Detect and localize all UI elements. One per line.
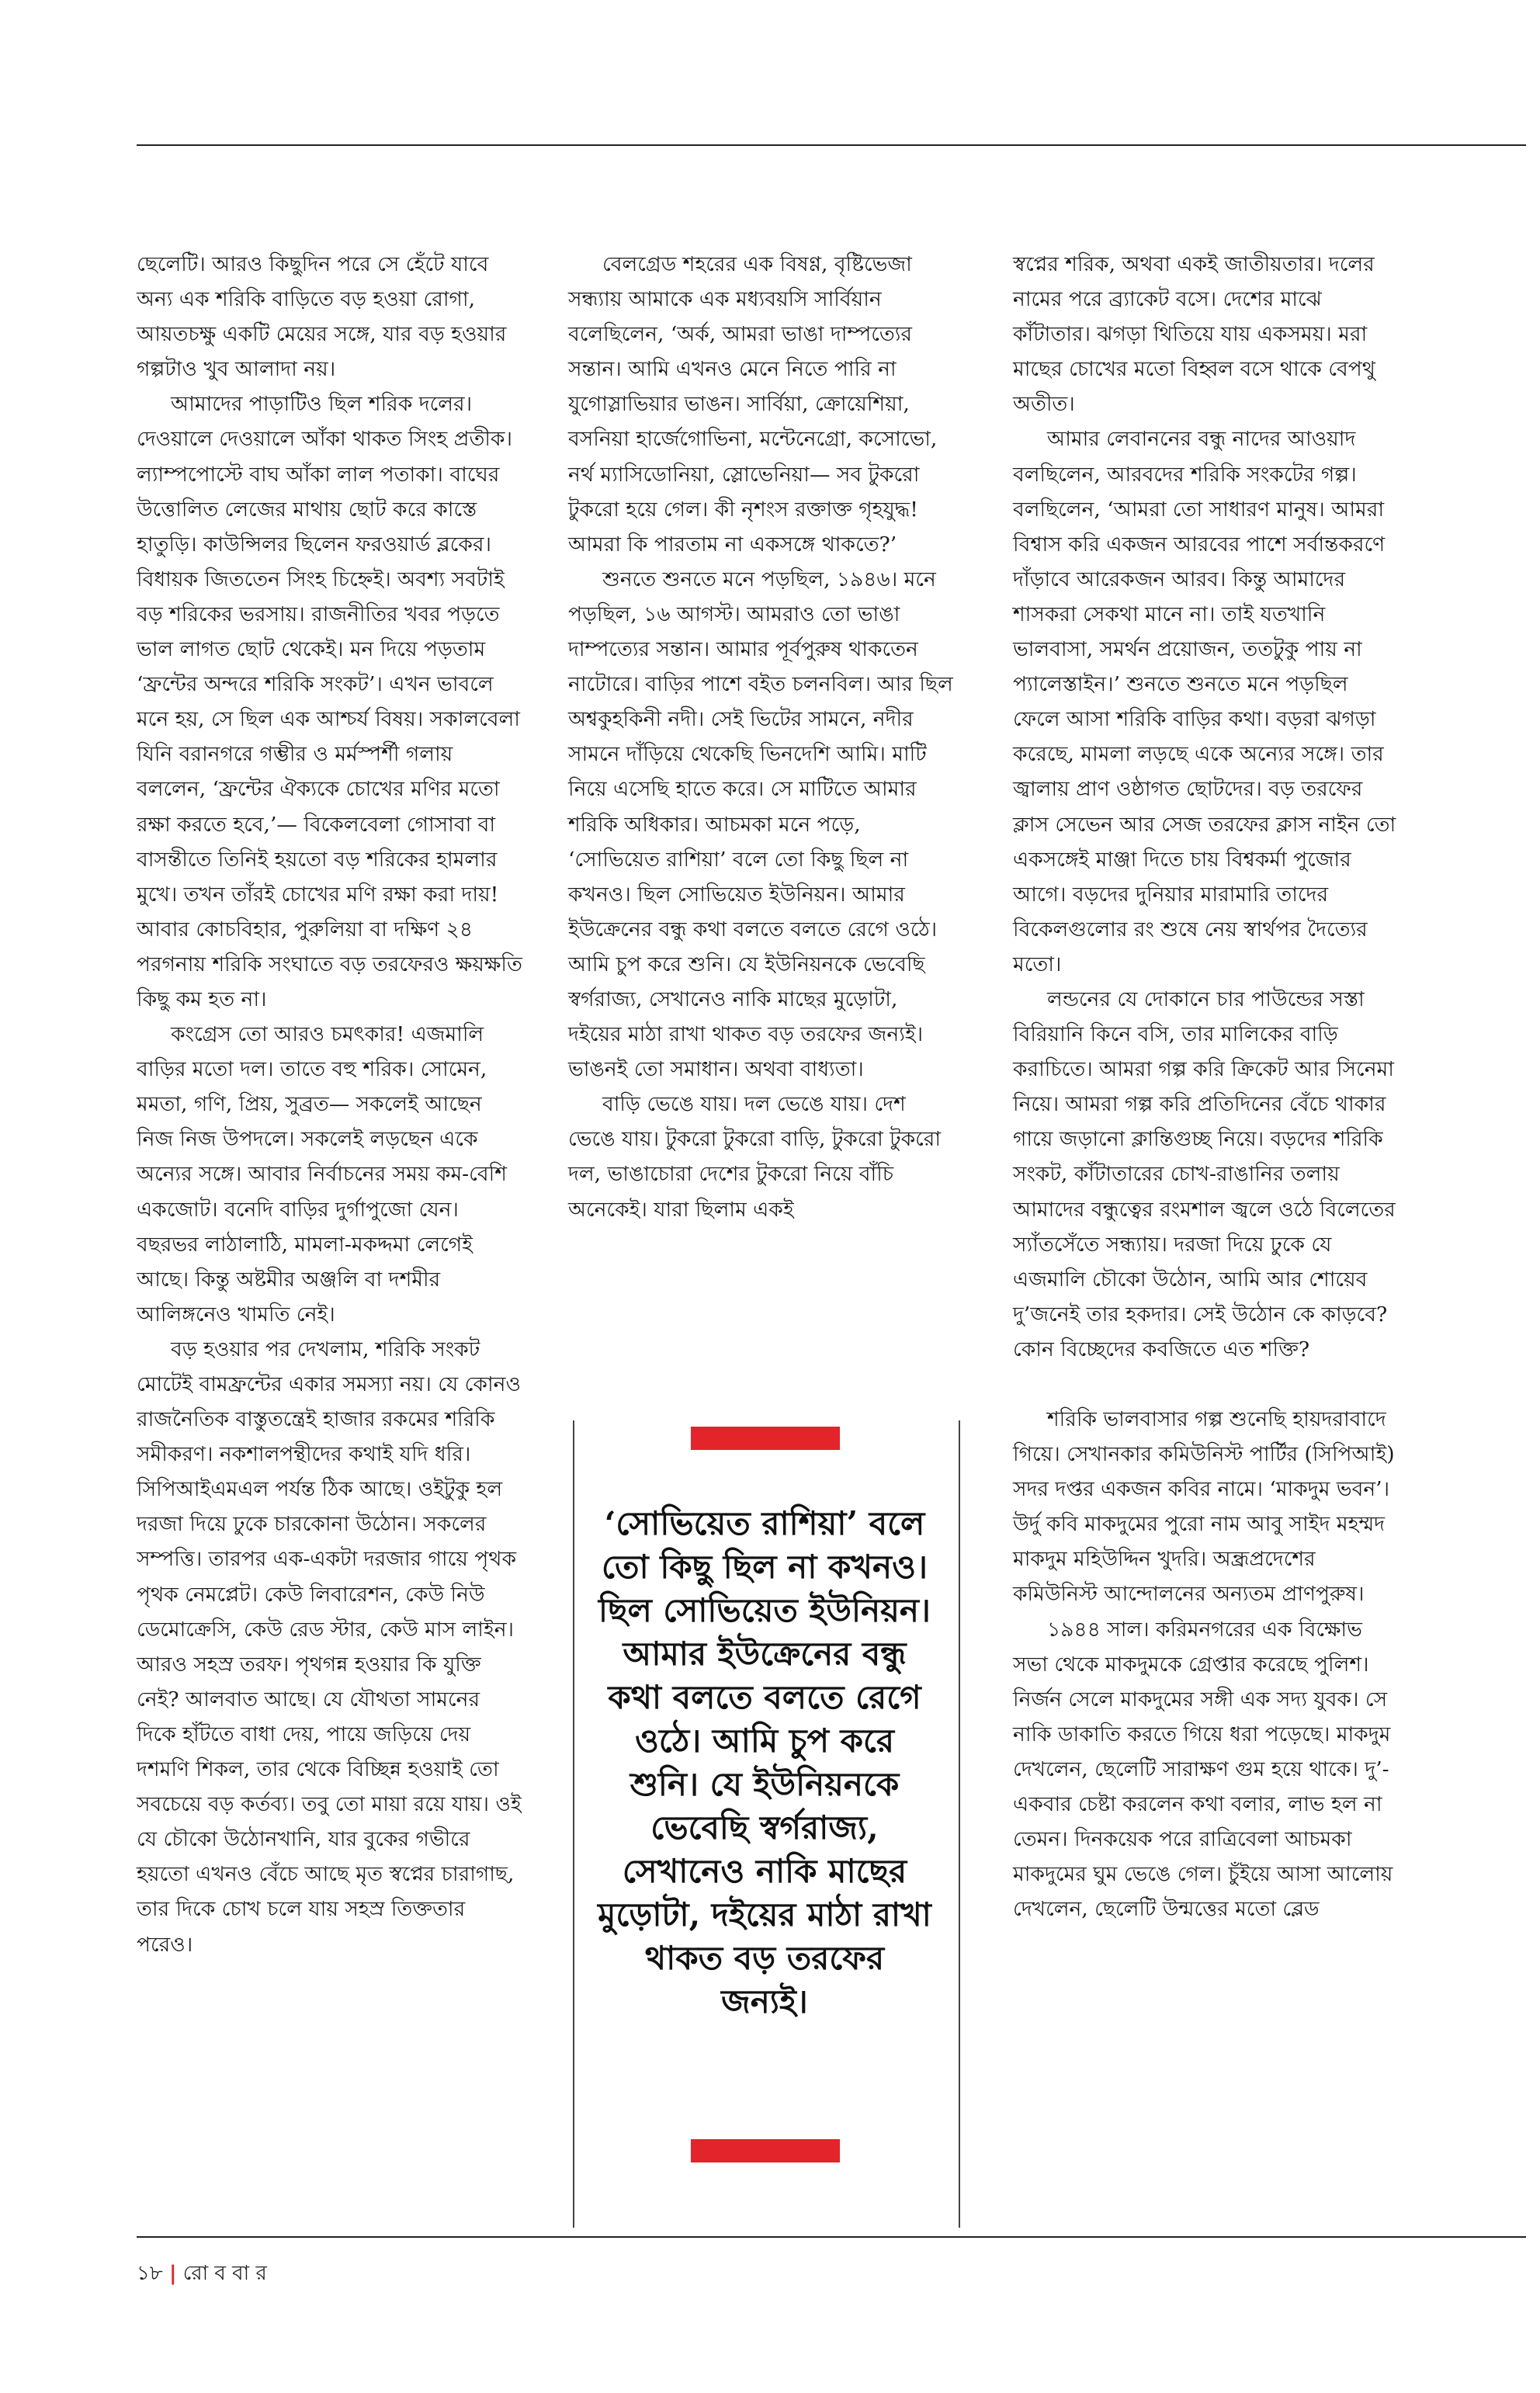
- paragraph: আমাদের পাড়াটিও ছিল শরিক দলের। দেওয়ালে দেওয়ালে আঁকা থাকত সিংহ প্রতীক। ল্যাম্পপোস্টে বাঘ আঁকা লাল পতাকা। বাঘের উত্তোলিত লেজের মাথায় ছোট করে কাস্তে হাতুড়ি। কাউন্সিলর ছিলেন ফরওয়ার্ড ব্লকের। বিধায়ক জিততেন সিংহ চিহ্নেই। অবশ্য সবটাই বড় শরিকের ভরসায়। রাজনীতির খবর পড়তে ভাল লাগত ছোট থেকেই। মন দিয়ে পড়তাম ‘ফ্রন্টের অন্দরে শরিকি সংকট’। এখন ভাবলে মনে হয়, সে ছিল এক আশ্চর্য বিষয়। সকালবেলা যিনি বরানগরে গম্ভীর ও মর্মস্পর্শী গলায় বললেন, ‘ফ্রন্টের ঐক্যকে চোখের মণির মতো রক্ষা করতে হবে,’— বিকেলবেলা গোসাবা বা বাসন্তীতে তিনিই হয়তো বড় শরিকের হামলার মুখে। তখন তাঁরই চোখের মণি রক্ষা করা দায়! আবার কোচবিহার, পুরুলিয়া বা দক্ষিণ ২৪ পরগনায় শরিকি সংঘাতে বড় তরফেরও ক্ষয়ক্ষতি কিছু কম হত না।: [137, 392, 522, 1011]
- paragraph: বাড়ি ভেঙে যায়। দল ভেঙে যায়। দেশ ভেঙে যায়। টুকরো টুকরো বাড়ি, টুকরো টুকরো দল, ভাঙাচোরা দেশের টুকরো নিয়ে বাঁচি অনেকেই। যারা ছিলাম একই: [568, 1092, 942, 1222]
- pullquote-left-divider: [573, 1420, 574, 2228]
- footer-separator: |: [169, 2262, 177, 2285]
- bottom-rule: [137, 2236, 1526, 2238]
- article-column-1: [137, 247, 525, 1962]
- magazine-name: রো ব বা র: [182, 2262, 267, 2285]
- paragraph: স্বপ্নের শরিক, অথবা একই জাতীয়তার। দলের নামের পরে ব্র্যাকেট বসে। দেশের মাঝে কাঁটাতার। ঝগড়া থিতিয়ে যায় একসময়। মরা মাছের চোখের মতো বিহ্বল বসে থাকে বেপথু অতীত।: [1013, 252, 1375, 417]
- paragraph: কংগ্রেস তো আরও চমৎকার! এজমালি বাড়ির মতো দল। তাতে বহু শরিক। সোমেন, মমতা, গণি, প্রিয়, সুব্রত— সকলেই আছেন নিজ নিজ উপদলে। সকলেই লড়ছেন একে অন্যের সঙ্গে। আবার নির্বাচনের সময় কম-বেশি একজোট। বনেদি বাড়ির দুর্গাপুজো যেন। বছরভর লাঠালাঠি, মামলা-মকদ্দমা লেগেই আছে। কিন্তু অষ্টমীর অঞ্জলি বা দশমীর আলিঙ্গনেও খামতি নেই।: [137, 1022, 507, 1327]
- paragraph: বড় হওয়ার পর দেখলাম, শরিকি সংকট মোটেই বামফ্রন্টের একার সমস্যা নয়। যে কোনও রাজনৈতিক বাস্তুতন্ত্রেই হাজার রকমের শরিকি সমীকরণ। নকশালপন্থীদের কথাই যদি ধরি। সিপিআইএমএল পর্যন্ত ঠিক আছে। ওইটুকু হল দরজা দিয়ে ঢুকে চারকোনা উঠোন। সকলের সম্পত্তি। তারপর এক-একটা দরজার গায়ে পৃথক পৃথক নেমপ্লেট। কেউ লিবারেশন, কেউ নিউ ডেমোক্রেসি, কেউ রেড স্টার, কেউ মাস লাইন। আরও সহস্র তরফ। পৃথগন্ন হওয়ার কি যুক্তি নেই? আলবাত আছে। যে যৌথতা সামনের দিকে হাঁটতে বাধা দেয়, পায়ে জড়িয়ে দেয় দশমণি শিকল, তার থেকে বিচ্ছিন্ন হওয়াই তো সবচেয়ে বড় কর্তব্য। তবু তো মায়া রয়ে যায়। ওই যে চৌকো উঠোনখানি, যার বুকের গভীরে হয়তো এখনও বেঁচে আছে মৃত স্বপ্নের চারাগাছ, তার দিকে চোখ চলে যায় সহস্র তিক্ততার পরেও।: [137, 1337, 522, 1957]
- page-number: ১৮: [137, 2262, 163, 2285]
- article-column-3: [1013, 247, 1401, 1927]
- page-footer: [137, 2260, 267, 2287]
- paragraph: শুনতে শুনতে মনে পড়ছিল, ১৯৪৬। মনে পড়ছিল, ১৬ আগস্ট। আমরাও তো ভাঙা দাম্পত্যের সন্তান। আমার পূর্বপুরুষ থাকতেন নাটোরে। বাড়ির পাশে বইত চলনবিল। আর ছিল অশ্বকুহকিনী নদী। সেই ভিটের সামনে, নদীর সামনে দাঁড়িয়ে থেকেছি ভিনদেশি আমি। মাটি নিয়ে এসেছি হাতে করে। সে মাটিতে আমার শরিকি অধিকার। আচমকা মনে পড়ে, ‘সোভিয়েত রাশিয়া’ বলে তো কিছু ছিল না কখনও। ছিল সোভিয়েত ইউনিয়ন। আমার ইউক্রেনের বন্ধু কথা বলতে বলতে রেগে ওঠে। আমি চুপ করে শুনি। যে ইউনিয়নকে ভেবেছি স্বর্গরাজ্য, সেখানেও নাকি মাছের মুড়োটা, দইয়ের মাঠা রাখা থাকত বড় তরফের জন্যই। ভাঙনই তো সমাধান। অথবা বাধ্যতা।: [568, 567, 953, 1082]
- paragraph: শরিকি ভালবাসার গল্প শুনেছি হায়দরাবাদে গিয়ে। সেখানকার কমিউনিস্ট পার্টির (সিপিআই) সদর দপ্তর একজন কবির নামে। ‘মাকদুম ভবন’। উর্দু কবি মাকদুমের পুরো নাম আবু সাইদ মহম্মদ মাকদুম মহিউদ্দিন খুদরি। অন্ধ্রপ্রদেশের কমিউনিস্ট আন্দোলনের অন্যতম প্রাণপুরুষ।: [1013, 1407, 1395, 1607]
- paragraph: ১৯৪৪ সাল। করিমনগরের এক বিক্ষোভ সভা থেকে মাকদুমকে গ্রেপ্তার করেছে পুলিশ। নির্জন সেলে মাকদুমের সঙ্গী এক সদ্য যুবক। সে নাকি ডাকাতি করতে গিয়ে ধরা পড়েছে। মাকদুম দেখলেন, ছেলেটি সারাক্ষণ গুম হয়ে থাকে। দু’-একবার চেষ্টা করলেন কথা বলার, লাভ হল না তেমন। দিনকয়েক পরে রাত্রিবেলা আচমকা মাকদুমের ঘুম ভেঙে গেল। চুঁইয়ে আসা আলোয় দেখলেন, ছেলেটি উন্মত্তের মতো ব্লেড: [1013, 1617, 1393, 1922]
- pullquote-right-divider: [959, 1420, 960, 2228]
- paragraph: বেলগ্রেড শহরের এক বিষণ্ণ, বৃষ্টিভেজা সন্ধ্যায় আমাকে এক মধ্যবয়সি সার্বিয়ান বলেছিলেন, ‘অর্ক, আমরা ভাঙা দাম্পত্যের সন্তান। আমি এখনও মেনে নিতে পারি না যুগোস্লাভিয়ার ভাঙন। সার্বিয়া, ক্রোয়েশিয়া, বসনিয়া হার্জেগোভিনা, মন্টেনেগ্রো, কসোভো, নর্থ ম্যাসিডোনিয়া, স্লোভেনিয়া— সব টুকরো টুকরো হয়ে গেল। কী নৃশংস রক্তাক্ত গৃহযুদ্ধ! আমরা কি পারতাম না একসঙ্গে থাকতে?’: [568, 252, 938, 557]
- pullquote-top-bar: [691, 1427, 840, 1450]
- paragraph: আমার লেবাননের বন্ধু নাদের আওয়াদ বলছিলেন, আরবদের শরিকি সংকটের গল্প। বলছিলেন, ‘আমরা তো সাধারণ মানুষ। আমরা বিশ্বাস করি একজন আরবের পাশে সর্বান্তকরণে দাঁড়াবে আরেকজন আরব। কিন্তু আমাদের শাসকরা সেকথা মানে না। তাই যতখানি ভালবাসা, সমর্থন প্রয়োজন, ততটুকু পায় না প্যালেস্তাইন।’ শুনতে শুনতে মনে পড়ছিল ফেলে আসা শরিকি বাড়ির কথা। বড়রা ঝগড়া করেছে, মামলা লড়ছে একে অন্যের সঙ্গে। তার জ্বালায় প্রাণ ওষ্ঠাগত ছোটদের। বড় তরফের ক্লাস সেভেন আর সেজ তরফের ক্লাস নাইন তো একসঙ্গেই মাঞ্জা দিতে চায় বিশ্বকর্মা পুজোর আগে। বড়দের দুনিয়ার মারামারি তাদের বিকেলগুলোর রং শুষে নেয় স্বার্থপর দৈত্যের মতো।: [1013, 427, 1396, 976]
- top-rule: [137, 144, 1526, 146]
- pullquote: ‘সোভিয়েত রাশিয়া’ বলে তো কিছু ছিল না কখনও। ছিল সোভিয়েত ইউনিয়ন। আমার ইউক্রেনের বন্ধু কথা বলতে বলতে রেগে ওঠে। আমি চুপ করে শুনি। যে ইউনিয়নকে ভেবেছি স্বর্গরাজ্য, সেখানেও নাকি মাছের মুড়োটা, দইয়ের মাঠা রাখা থাকত বড় তরফের জন্যই।: [598, 1504, 931, 2020]
- paragraph: ছেলেটি। আরও কিছুদিন পরে সে হেঁটে যাবে অন্য এক শরিকি বাড়িতে বড় হওয়া রোগা, আয়তচক্ষু একটি মেয়ের সঙ্গে, যার বড় হওয়ার গল্পটাও খুব আলাদা নয়।: [137, 252, 507, 382]
- pullquote-bottom-bar: [691, 2139, 840, 2162]
- article-column-2: [568, 247, 956, 1227]
- paragraph: লন্ডনের যে দোকানে চার পাউন্ডের সস্তা বিরিয়ানি কিনে বসি, তার মালিকের বাড়ি করাচিতে। আমরা গল্প করি ক্রিকেট আর সিনেমা নিয়ে। আমরা গল্প করি প্রতিদিনের বেঁচে থাকার গায়ে জড়ানো ক্লান্তিগুচ্ছ নিয়ে। বড়দের শরিকি সংকট, কাঁটাতারের চোখ-রাঙানির তলায় আমাদের বন্ধুত্বের রংমশাল জ্বলে ওঠে বিলেতের স্যাঁতসেঁতে সন্ধ্যায়। দরজা দিয়ে ঢুকে যে এজমালি চৌকো উঠোন, আমি আর শোয়েব দু’জনেই তার হকদার। সেই উঠোন কে কাড়বে? কোন বিচ্ছেদের কবজিতে এত শক্তি?: [1013, 987, 1396, 1361]
